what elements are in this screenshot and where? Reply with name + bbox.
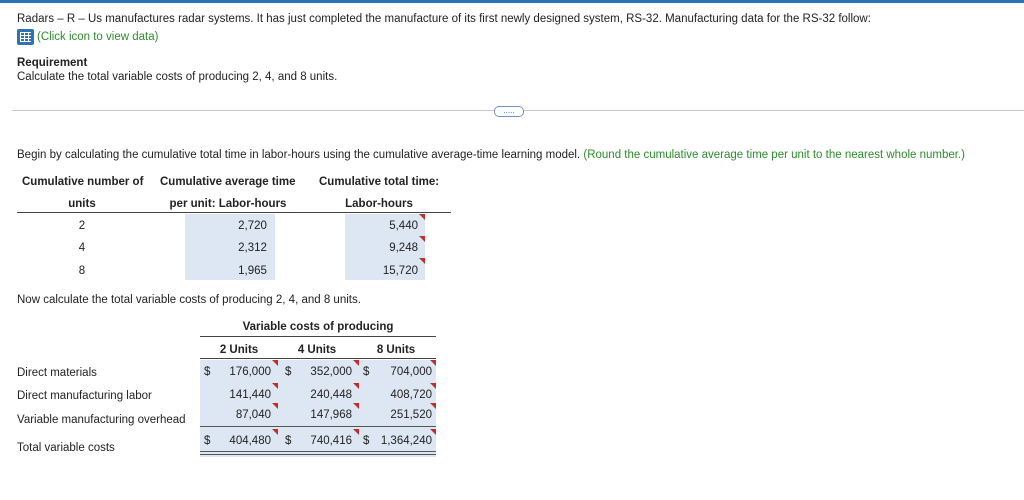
answer-marker-icon <box>353 383 359 389</box>
row-label-total-variable-costs: Total variable costs <box>17 442 115 454</box>
answer-marker-icon <box>353 429 359 435</box>
variable-costs-header: Variable costs of producing <box>242 321 394 333</box>
part1-instruction <box>17 149 965 161</box>
row-label-direct-labor: Direct manufacturing labor <box>17 390 152 402</box>
answer-marker-icon <box>419 236 425 242</box>
total-time-cell[interactable]: 5,440 <box>389 220 418 232</box>
cost-cell[interactable]: 147,968 <box>310 409 352 421</box>
answer-marker-icon <box>430 360 436 366</box>
view-data-link[interactable]: (Click icon to view data) <box>37 31 159 43</box>
dollar-sign: $ <box>363 366 370 378</box>
cost-cell[interactable]: 704,000 <box>390 366 432 378</box>
cost-cell[interactable]: 176,000 <box>229 366 271 378</box>
header-rule <box>17 212 451 213</box>
dollar-sign: $ <box>363 435 370 447</box>
avg-time-cell[interactable]: 2,720 <box>238 220 267 232</box>
avg-time-cell[interactable]: 1,965 <box>238 265 267 277</box>
units-cell: 2 <box>78 220 86 232</box>
dollar-sign: $ <box>204 435 211 447</box>
dollar-sign: $ <box>204 366 211 378</box>
cost-cell[interactable]: 251,520 <box>390 409 432 421</box>
answer-marker-icon <box>419 258 425 264</box>
col-header-avg-line1: Cumulative average time <box>160 176 296 188</box>
answer-marker-icon <box>419 214 425 220</box>
cost-cell[interactable]: 352,000 <box>310 366 352 378</box>
total-cost-cell[interactable]: 404,480 <box>229 435 271 447</box>
cost-cell[interactable]: 141,440 <box>229 389 271 401</box>
cost-cell[interactable]: 87,040 <box>235 409 271 421</box>
answer-marker-icon <box>272 429 278 435</box>
col-header-total-line2: Labor-hours <box>345 198 413 210</box>
col-header-units-line1: Cumulative number of <box>22 176 144 188</box>
subtotal-rule <box>200 426 436 427</box>
part1-instruction-text: Begin by calculating the cumulative total time in labor-hours using the cumulative average-time learning model. <box>17 149 581 161</box>
dollar-sign: $ <box>285 435 292 447</box>
dollar-sign: $ <box>285 366 292 378</box>
answer-marker-icon <box>272 403 278 409</box>
answer-marker-icon <box>272 383 278 389</box>
group-header-rule <box>200 336 436 337</box>
col-header-4-units: 4 Units <box>297 344 337 356</box>
avg-time-cell[interactable]: 2,312 <box>238 242 267 254</box>
row-label-variable-overhead: Variable manufacturing overhead <box>17 414 186 426</box>
total-cost-cell[interactable]: 740,416 <box>310 435 352 447</box>
column-header-rule <box>200 358 436 359</box>
requirement-text: Calculate the total variable costs of producing 2, 4, and 8 units. <box>17 71 338 83</box>
answer-marker-icon <box>430 383 436 389</box>
units-cell: 8 <box>78 265 86 277</box>
answer-marker-icon <box>272 360 278 366</box>
double-underline-bottom <box>200 454 436 455</box>
cost-cell[interactable]: 408,720 <box>390 389 432 401</box>
requirement-heading: Requirement <box>17 57 88 69</box>
cost-cell[interactable]: 240,448 <box>310 389 352 401</box>
total-cost-cell[interactable]: 1,364,240 <box>380 435 432 447</box>
answer-marker-icon <box>430 429 436 435</box>
answer-marker-icon <box>353 360 359 366</box>
row-label-direct-materials: Direct materials <box>17 367 97 379</box>
problem-intro: Radars – R – Us manufactures radar systems. It has just completed the manufacture of its first newly designed system, RS-32. Manufacturing data for the RS-32 follow: <box>17 13 871 25</box>
part2-instruction: Now calculate the total variable costs of producing 2, 4, and 8 units. <box>17 294 361 306</box>
top-accent-bar <box>0 0 1024 3</box>
units-cell: 4 <box>78 242 86 254</box>
col-header-units-line2: units <box>68 198 96 210</box>
col-header-8-units: 8 Units <box>376 344 416 356</box>
answer-marker-icon <box>430 403 436 409</box>
data-table-icon[interactable] <box>17 29 34 45</box>
more-button[interactable]: ..... <box>494 106 524 117</box>
rounding-hint: (Round the cumulative average time per unit to the nearest whole number.) <box>583 149 966 161</box>
col-header-total-line1: Cumulative total time: <box>319 176 440 188</box>
double-underline-top <box>200 451 436 452</box>
col-header-avg-line2: per unit: Labor-hours <box>169 198 287 210</box>
total-time-cell[interactable]: 15,720 <box>382 265 418 277</box>
answer-marker-icon <box>353 403 359 409</box>
col-header-2-units: 2 Units <box>219 344 259 356</box>
total-time-cell[interactable]: 9,248 <box>389 242 418 254</box>
